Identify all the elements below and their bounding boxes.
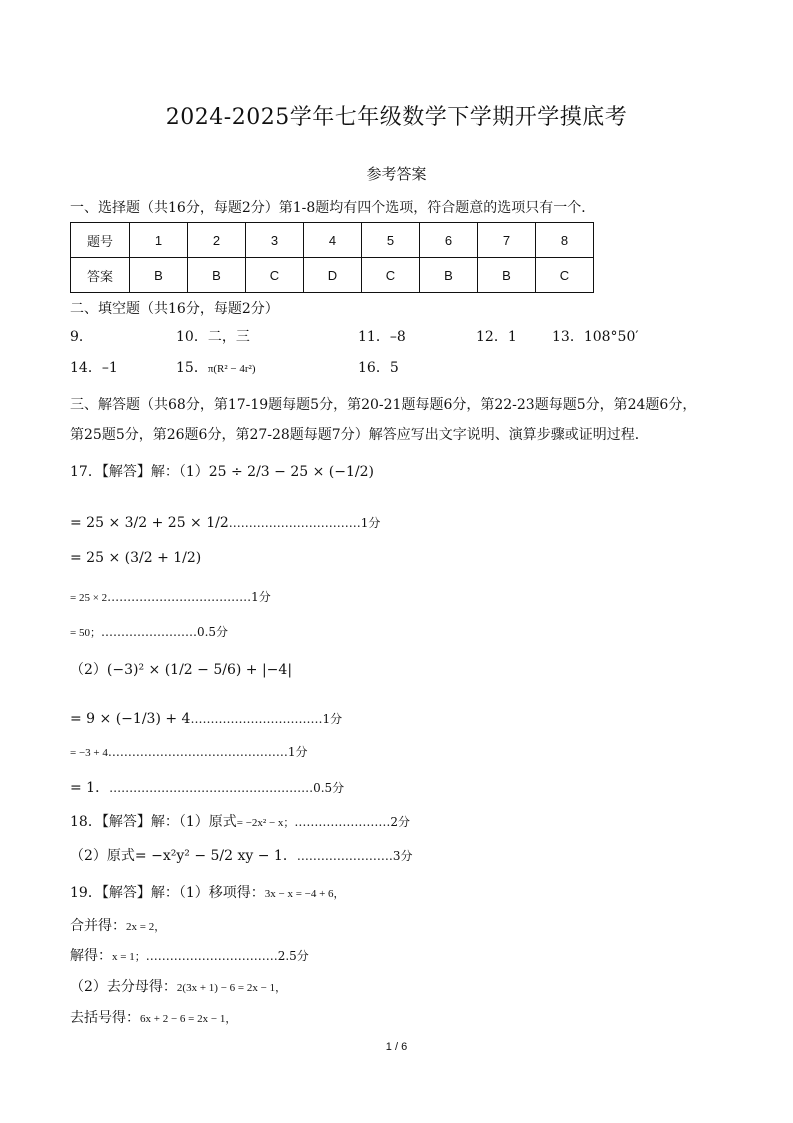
q19-line2 (70, 915, 165, 935)
section3-heading-line1: 三、解答题（共68分，第17-19题每题5分，第20-21题每题6分，第22-23题每题5分，第24题6分， (70, 397, 697, 413)
score-dots: ……………………3分 (296, 849, 413, 863)
table-cell: 2 (188, 223, 246, 258)
item-number: 12． (476, 329, 508, 345)
page-title: 2024-2025学年七年级数学下学期开学摸底考 (165, 105, 628, 130)
score-dots: ……………………………1分 (190, 712, 343, 726)
score-dots: ……………………………………………0.5分 (109, 781, 345, 795)
q19-label: 19．【解答】解：（1）移项得： (70, 885, 265, 901)
section2-heading: 二、填空题（共16分，每题2分） (70, 301, 279, 317)
score-dots: ……………………………2.5分 (145, 949, 309, 963)
table-cell: 7 (478, 223, 536, 258)
q17-step3 (70, 588, 271, 605)
q18-line2 (70, 845, 412, 865)
fill-item-10 (176, 326, 250, 346)
table-cell: B (420, 258, 478, 293)
step-label: 去括号得： (70, 1010, 140, 1026)
math-expr: 2x = 2， (126, 921, 166, 933)
step-label: 合并得： (70, 918, 126, 934)
math-expr: = 25 × 2 (70, 592, 108, 604)
item-value: 108°50′ (583, 329, 639, 345)
math-expr: = −2x² − x； (236, 817, 295, 829)
table-cell: C (536, 258, 594, 293)
math-expr: = 50； (70, 627, 101, 639)
item-value: –8 (389, 329, 406, 345)
item-number: 14． (70, 360, 102, 376)
score-dots: ………………………………………1分 (107, 745, 308, 759)
item-number: 13． (552, 329, 584, 345)
table-cell: 5 (362, 223, 420, 258)
q17-label: 17．【解答】解：（1） (70, 464, 209, 480)
item-value: 5 (389, 360, 399, 376)
page-number: 1 / 6 (385, 1041, 408, 1053)
math-expr: 6x + 2 − 6 = 2x − 1， (140, 1013, 237, 1025)
table-cell: 8 (536, 223, 594, 258)
fill-item-13 (552, 326, 639, 346)
table-cell: D (304, 258, 362, 293)
step-label: （2）去分母得： (70, 979, 177, 995)
q18-part2-label: （2）原式 (70, 848, 135, 864)
table-cell: C (362, 258, 420, 293)
fill-item-16 (358, 357, 399, 377)
item-value: π(R² − 4r²) (207, 363, 256, 375)
subtitle: 参考答案 (366, 165, 427, 183)
q18-label: 18．【解答】解：（1）原式 (70, 814, 237, 830)
math-expr: x = 1； (112, 951, 146, 963)
score-dots: ……………………2分 (294, 815, 411, 829)
item-value: 1 (507, 329, 517, 345)
table-cell: B (478, 258, 536, 293)
table-cell: B (130, 258, 188, 293)
math-expr: = 25 × (3/2 + 1/2) (70, 550, 202, 566)
q19-line4 (70, 976, 286, 996)
math-expr: 3x − x = −4 + 6， (264, 888, 345, 900)
section1-heading: 一、选择题（共16分，每题2分）第1-8题均有四个选项，符合题意的选项只有一个． (70, 200, 596, 216)
score-dots: ……………………0.5分 (100, 625, 229, 639)
q17-p2-step3 (70, 777, 344, 797)
math-expr: = −x²y² − 5/2 xy − 1． (134, 848, 297, 864)
score-dots: ………………………………1分 (107, 590, 271, 604)
table-row (71, 258, 594, 293)
math-expr: （2）(−3)² × (1/2 − 5/6) + |−4| (70, 662, 293, 678)
item-value: 二，三 (207, 329, 250, 345)
fill-item-9 (70, 326, 93, 346)
table-cell: 1 (130, 223, 188, 258)
step-label: 解得： (70, 948, 112, 964)
q17-part2 (70, 659, 292, 679)
answer-label: 答案 (71, 258, 130, 293)
q19-line3 (70, 945, 309, 965)
fill-item-15 (176, 357, 256, 377)
q19-line5 (70, 1007, 236, 1027)
q17-p2-step1 (70, 710, 342, 727)
score-dots: ……………………………1分 (228, 516, 381, 530)
q17-line1 (70, 461, 374, 481)
q19-line1 (70, 882, 345, 902)
math-expr: = 9 × (−1/3) + 4 (70, 711, 191, 727)
q17-step2 (70, 550, 201, 566)
table-cell: 3 (246, 223, 304, 258)
q17-p2-step2 (70, 743, 308, 760)
fill-item-12 (476, 326, 517, 346)
table-cell: C (246, 258, 304, 293)
answer-table (70, 222, 594, 293)
math-expr: 2(3x + 1) − 6 = 2x − 1， (176, 982, 287, 994)
q17-step4 (70, 623, 228, 640)
table-cell: 4 (304, 223, 362, 258)
section3-heading-line2: 第25题5分，第26题6分，第27-28题每题7分）解答应写出文字说明、演算步骤或证明过程． (70, 427, 649, 443)
q17-step1 (70, 514, 380, 531)
header-label: 题号 (71, 223, 130, 258)
q17-expr1: 25 ÷ 2/3 − 25 × (−1/2) (208, 464, 374, 480)
item-number: 9． (70, 329, 93, 345)
fill-item-14 (70, 357, 118, 377)
item-number: 10． (176, 329, 208, 345)
fill-item-11 (358, 326, 406, 346)
item-number: 15． (176, 360, 208, 376)
math-expr: = −3 + 4 (70, 747, 108, 759)
item-number: 11． (358, 329, 390, 345)
table-row (71, 223, 594, 258)
table-cell: B (188, 258, 246, 293)
item-number: 16． (358, 360, 390, 376)
item-value: –1 (101, 360, 118, 376)
q18-line1 (70, 811, 410, 831)
math-expr: = 1． (70, 780, 110, 796)
math-expr: = 25 × 3/2 + 25 × 1/2 (70, 515, 229, 531)
table-cell: 6 (420, 223, 478, 258)
